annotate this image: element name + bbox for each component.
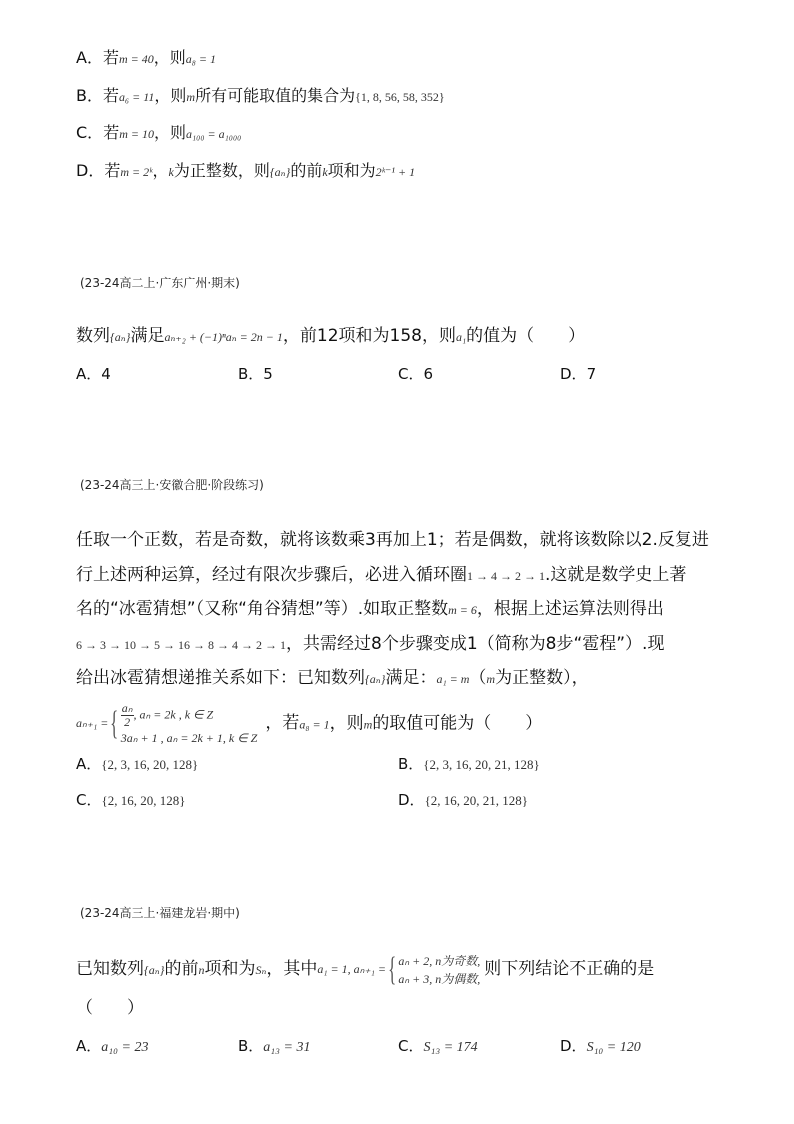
q1-option-d: D．若m = 2ᵏ，k为正整数，则{aₙ}的前k项和为2ᵏ⁻¹ + 1 [76,161,416,180]
q2-option-a: A．4 [76,365,111,383]
q2-option-c: C．6 [398,365,434,383]
q3-stem-line1: 任取一个正数，若是奇数，就将该数乘3再加上1；若是偶数，就将该数除以2.反复进 [76,530,709,550]
q3-stem-line2: 行上述两种运算，经过有限次步骤后，必进入循环圈1 → 4 → 2 → 1.这就是数学史上著 [76,565,687,585]
q2-option-b: B．5 [238,365,273,383]
q3-option-c: C．{2, 16, 20, 128} [76,791,186,809]
q4-option-a: A．a₁₀ = 23 [76,1037,149,1055]
left-brace: { [388,951,397,989]
q2-stem: 数列{aₙ}满足aₙ₊₂ + (−1)ⁿaₙ = 2n − 1，前12项和为158，则a₁的值为（ ） [76,326,586,346]
q3-option-d: D．{2, 16, 20, 21, 128} [398,791,529,809]
option-label: B． [76,86,103,105]
recurrence-formula: a₁ = 1, aₙ₊₁ ={ aₙ + 2, n为奇数, aₙ + 3, n为偶数, [317,951,481,989]
option-label: D． [76,161,105,180]
q3-recurrence-line: aₙ₊₁ ={ $\frac{\text{aₙ}}{2}$ , aₙ = 2k , k ∈ Z 3aₙ + 1 , aₙ = 2k + 1, k ∈ Z ，若a₈ = 1，则m的取值可能为（ ） [76,700,543,745]
q3-option-b: B．{2, 3, 16, 20, 21, 128} [398,755,540,773]
q1-option-b: B．若a₆ = 11，则m所有可能取值的集合为{1, 8, 56, 58, 352} [76,86,445,105]
q3-stem-line5: 给出冰雹猜想递推关系如下：已知数列{aₙ}满足：a₁ = m（m为正整数）， [76,668,589,688]
q4-option-c: C．S₁₃ = 174 [398,1037,478,1055]
left-brace: { [110,705,119,743]
q2-option-d: D．7 [560,365,597,383]
q4-stem-line2: （ ） [76,998,144,1018]
q3-option-a: A．{2, 3, 16, 20, 128} [76,755,199,773]
q1-option-a: A．若m = 40，则a₈ = 1 [76,48,217,67]
question-source: (23-24高二上·广东广州·期末) [80,276,240,290]
recurrence-formula: aₙ₊₁ ={ $\frac{\text{aₙ}}{2}$ , aₙ = 2k , k ∈ Z 3aₙ + 1 , aₙ = 2k + 1, k ∈ Z [76,700,258,745]
q4-option-b: B．a₁₃ = 31 [238,1037,311,1055]
q3-stem-line3: 名的“冰雹猜想”（又称“角谷猜想”等）.如取正整数m = 6，根据上述运算法则得出 [76,599,664,619]
question-source: (23-24高三上·安徽合肥·阶段练习) [80,478,264,492]
option-label: A． [76,48,103,67]
q1-option-c: C．若m = 10，则a₁₀₀ = a₁₀₀₀ [76,123,242,142]
question-source: (23-24高三上·福建龙岩·期中) [80,906,240,920]
q4-stem-line1: 已知数列{aₙ}的前n项和为Sₙ，其中a₁ = 1, aₙ₊₁ ={ aₙ + 2, n为奇数, aₙ + 3, n为偶数, 则下列结论不正确的是 [76,946,654,992]
q3-stem-line4: 6 → 3 → 10 → 5 → 16 → 8 → 4 → 2 → 1，共需经过8个步骤变成1（简称为8步“雹程”）.现 [76,634,665,654]
option-label: C． [76,123,104,142]
q4-option-d: D．S₁₀ = 120 [560,1037,641,1055]
